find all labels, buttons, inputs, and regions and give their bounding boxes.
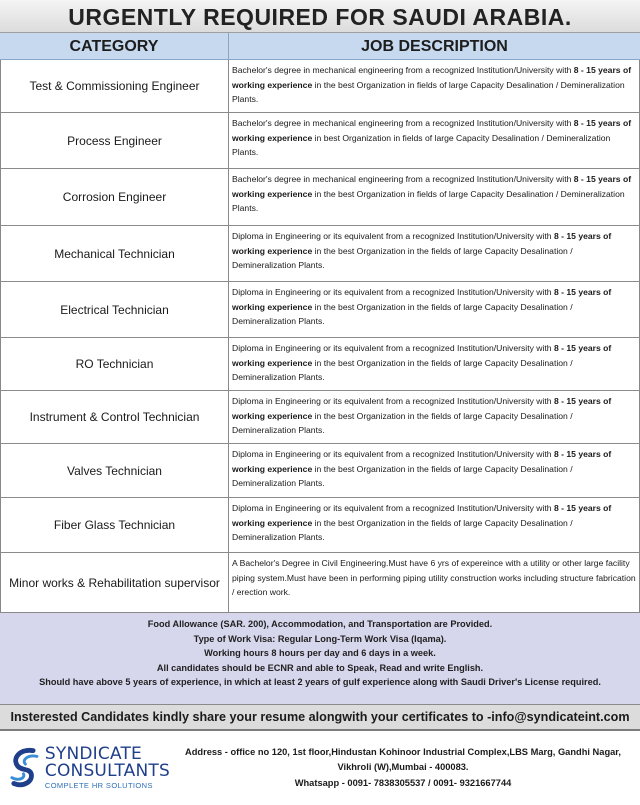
benefit-line: Type of Work Visa: Regular Long-Term Work Visa (Iqama). bbox=[193, 633, 447, 644]
job-category: Corrosion Engineer bbox=[1, 169, 229, 225]
syndicate-logo-icon bbox=[8, 744, 41, 792]
job-category: Test & Commissioning Engineer bbox=[1, 60, 229, 112]
benefit-line: All candidates should be ECNR and able to Speak, Read and write English. bbox=[156, 662, 484, 673]
whatsapp-line: Whatsapp - 0091- 7838305537 / 0091- 9321667744 bbox=[294, 777, 512, 788]
description-header: JOB DESCRIPTION bbox=[361, 38, 508, 55]
benefit-line: Working hours 8 hours per day and 6 days in a week. bbox=[204, 648, 436, 658]
table-row bbox=[1, 282, 639, 338]
benefits-section bbox=[0, 613, 640, 705]
table-row bbox=[1, 226, 639, 282]
job-description: Diploma in Engineering or its equivalent from a recognized Institution/University with 8 - 15 years of working experience in the best Organization in the fields of large Capacity Desalination / Demineralization Plants. bbox=[232, 396, 612, 435]
table-row bbox=[1, 553, 639, 613]
table-header bbox=[0, 33, 640, 60]
address-line: Vikhroli (W),Mumbai - 400083. bbox=[337, 762, 469, 773]
job-category: Fiber Glass Technician bbox=[1, 498, 229, 552]
job-description: Diploma in Engineering or its equivalent from a recognized Institution/University with 8 - 15 years of working experience in the best Organization in the fields of large Capacity Desalination / Demineralization Plants. bbox=[232, 449, 612, 488]
table-row bbox=[1, 60, 639, 113]
share-resume-banner: Insterested Candidates kindly share your resume alongwith your certificates to -info@syndicateint.com bbox=[0, 705, 640, 731]
job-description: Diploma in Engineering or its equivalent from a recognized Institution/University with 8 - 15 years of working experience in the best Organization in the fields of large Capacity Desalination / Demineralization Plants. bbox=[232, 287, 612, 326]
job-description: Diploma in Engineering or its equivalent from a recognized Institution/University with 8 - 15 years of working experience in the best Organization in the fields of large Capacity Desalination / Demineralization Plants. bbox=[232, 343, 612, 382]
company-name-line1: SYNDICATE bbox=[44, 744, 142, 765]
job-description: Bachelor's degree in mechanical engineering from a recognized Institution/University with 8 - 15 years of working experience in best Organization in fields of large Capacity Desalination / Demineralization Plants. bbox=[232, 118, 632, 157]
job-category: Electrical Technician bbox=[1, 282, 229, 337]
table-row bbox=[1, 391, 639, 444]
table-row bbox=[1, 444, 639, 498]
job-description: A Bachelor's Degree in Civil Engineering.Must have 6 yrs of expereince with a utility or other large facility piping system.Must have been in performing piping utility construction works including structure fabrication / erection work. bbox=[232, 558, 636, 597]
job-category: Minor works & Rehabilitation supervisor bbox=[1, 553, 229, 612]
job-category: Mechanical Technician bbox=[1, 226, 229, 281]
job-category: RO Technician bbox=[1, 338, 229, 390]
company-contact bbox=[170, 745, 640, 792]
job-category: Process Engineer bbox=[1, 113, 229, 168]
benefit-line: Food Allowance (SAR. 200), Accommodation, and Transportation are Provided. bbox=[147, 619, 493, 629]
table-row bbox=[1, 113, 639, 169]
benefit-line: Should have above 5 years of experience, in which at least 2 years of gulf experience along with Saudi Driver's License required. bbox=[39, 677, 601, 687]
job-table bbox=[0, 60, 640, 613]
company-name-line2: CONSULTANTS bbox=[44, 761, 170, 782]
job-description: Diploma in Engineering or its equivalent from a recognized Institution/University with 8 - 15 years of working experience in the best Organization in the fields of large Capacity Desalination / Demineralization Plants. bbox=[232, 503, 612, 542]
job-description: Diploma in Engineering or its equivalent from a recognized Institution/University with 8 - 15 years of working experience in the best Organization in the fields of large Capacity Desalination / Demineralization Plants. bbox=[232, 231, 612, 270]
table-row bbox=[1, 169, 639, 226]
table-row bbox=[1, 498, 639, 553]
table-row bbox=[1, 338, 639, 391]
poster-title: URGENTLY REQUIRED FOR SAUDI ARABIA. bbox=[0, 0, 640, 33]
job-description: Bachelor's degree in mechanical engineering from a recognized Institution/University with 8 - 15 years of working experience in the best Organization in fields of large Capacity Desalination / Demineralization Plants. bbox=[232, 65, 632, 104]
job-category: Instrument & Control Technician bbox=[1, 391, 229, 443]
category-header: CATEGORY bbox=[0, 33, 229, 59]
job-category: Valves Technician bbox=[1, 444, 229, 497]
company-tagline: COMPLETE HR SOLUTIONS bbox=[44, 781, 153, 791]
company-footer bbox=[0, 731, 640, 805]
job-description: Bachelor's degree in mechanical engineering from a recognized Institution/University with 8 - 15 years of working experience in the best Organization in fields of large Capacity Desalination / Demineralization Plants. bbox=[232, 174, 632, 213]
company-logo bbox=[0, 744, 170, 792]
address-line: Address - office no 120, 1st floor,Hindustan Kohinoor Industrial Complex,LBS Marg, Gandhi Nagar, bbox=[185, 746, 621, 757]
